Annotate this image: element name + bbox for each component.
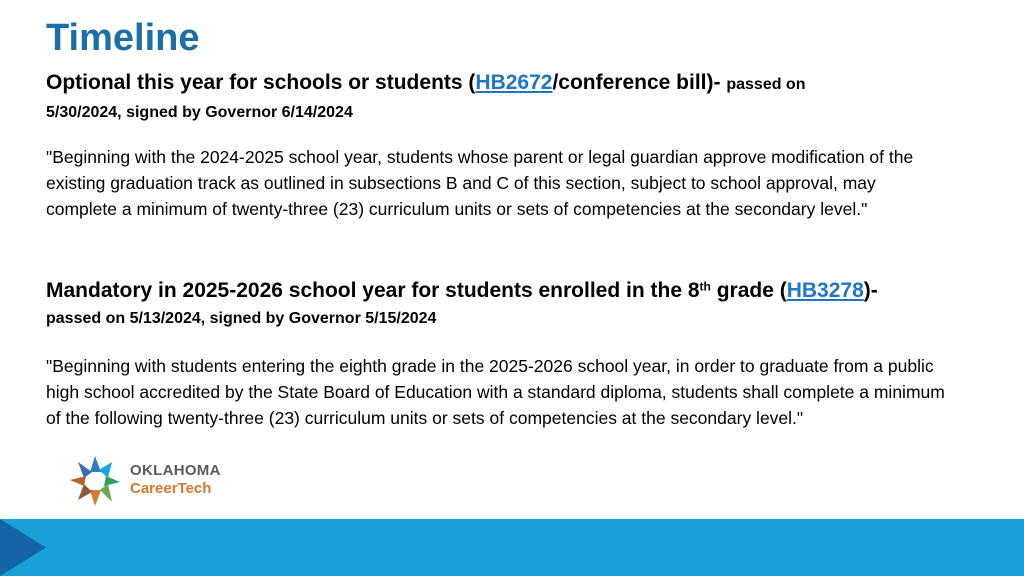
section1-heading-mid: /conference bill)- (552, 71, 727, 94)
section2-superscript: th (699, 279, 711, 294)
section1-dates: 5/30/2024, signed by Governor 6/14/2024 (46, 104, 353, 121)
section2-heading-suffix: )- (863, 279, 878, 302)
section1-heading-prefix: Optional this year for schools or students ( (46, 71, 476, 94)
section1-passed-inline: passed on (726, 76, 806, 93)
logo-text-oklahoma: OKLAHOMA (130, 462, 221, 479)
hb3278-link[interactable]: HB3278 (786, 279, 864, 302)
hb2672-link[interactable]: HB2672 (475, 71, 553, 94)
section1-quote: "Beginning with the 2024-2025 school year, students whose parent or legal guardian approve modification of the existing graduation track as outlined in subsections B and C of this section, subject to school approval, may complete a minimum of twenty-three (23) curriculum units or sets of competencies at the secondary level." (46, 147, 914, 219)
slide-title: Timeline (46, 17, 200, 59)
play-arrow-icon (0, 519, 46, 576)
section1-heading (46, 68, 966, 126)
section2-dates: passed on 5/13/2024, signed by Governor 5/15/2024 (46, 310, 437, 327)
footer-bar (0, 519, 1024, 576)
careertech-star-icon (68, 454, 122, 508)
section2-heading-prefix: Mandatory in 2025-2026 school year for students enrolled in the 8 (46, 279, 700, 302)
section2-heading (46, 276, 966, 332)
logo-text-careertech: CareerTech (130, 480, 212, 497)
section2-quote: "Beginning with students entering the eighth grade in the 2025-2026 school year, in order to graduate from a public high school accredited by the State Board of Education with a standard diploma, students shall complete a minimum of the following twenty-three (23) curriculum units or sets of competencies at the secondary level." (46, 356, 945, 428)
oklahoma-careertech-logo (68, 454, 228, 508)
section2-heading-mid: grade ( (710, 279, 787, 302)
